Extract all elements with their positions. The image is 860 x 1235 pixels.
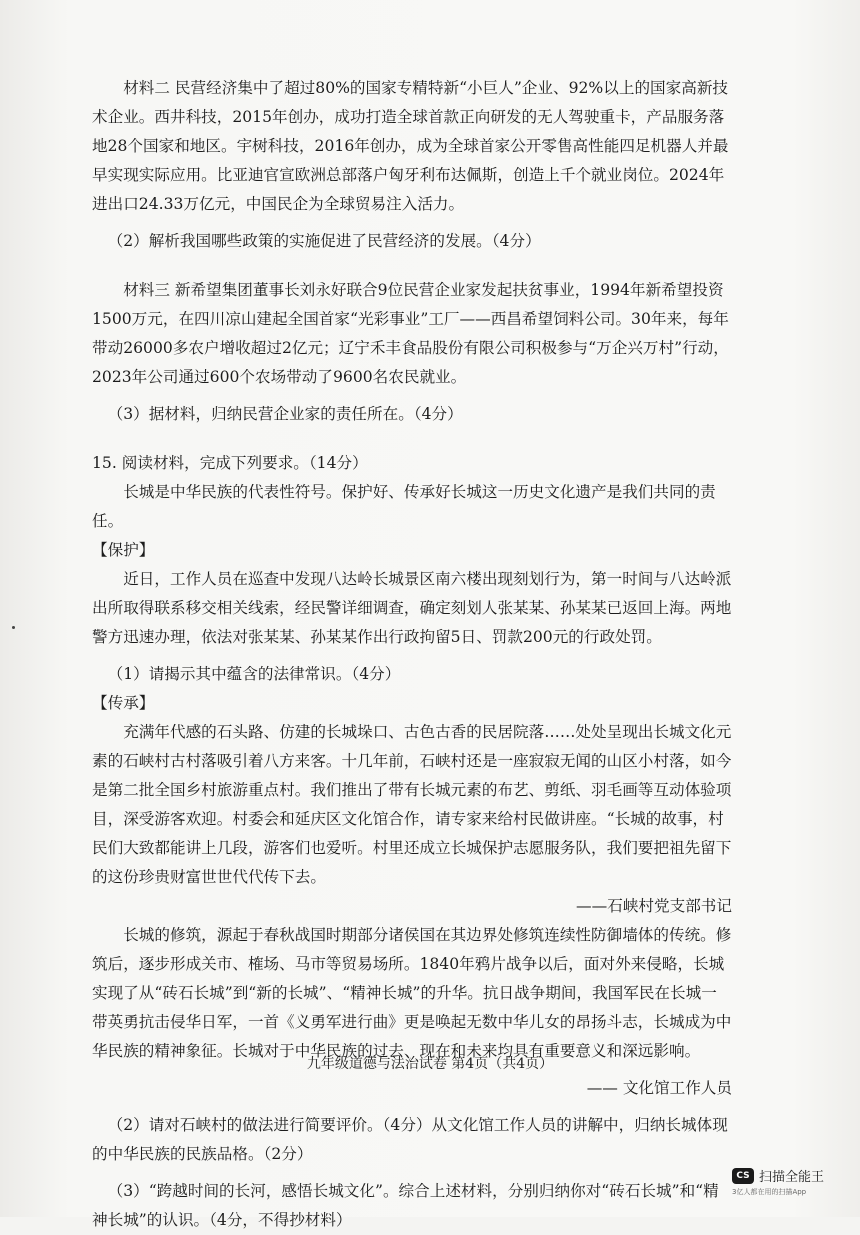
scanner-watermark — [732, 1166, 842, 1197]
scanner-brand-name: 扫描全能王 — [759, 1170, 825, 1185]
material-2-text: 材料二 民营经济集中了超过80%的国家专精特新“小巨人”企业、92%以上的国家高新技术企业。西井科技，2015年创办，成功打造全球首款正向研发的无人驾驶重卡，产品服务落地28个国家和地区。宇树科技，2016年创办，成为全球首家公开零售高性能四足机器人并最早实现实际应用。比亚迪官宣欧洲总部落户匈牙利布达佩斯，创造上千个就业岗位。2024年进出口24.33万亿元，中国民企为全球贸易注入活力。 — [92, 79, 729, 213]
question-14-3: （3）据材料，归纳民营企业家的责任所在。（4分） — [107, 405, 463, 423]
material-3-text: 材料三 新希望集团董事长刘永好联合9位民营企业家发起扶贫事业，1994年新希望投资1500万元，在四川凉山建起全国首家“光彩事业”工厂——西昌希望饲料公司。30年来，每年带动26000多农户增收超过2亿元；辽宁禾丰食品股份有限公司积极参与“万企兴万村”行动，2023年公司通过600个农场带动了9600名农民就业。 — [92, 281, 729, 386]
source-village-secretary: ——石峡村党支部书记 — [576, 897, 732, 915]
protect-text: 近日，工作人员在巡查中发现八达岭长城景区南六楼出现刻划行为，第一时间与八达岭派出所取得联系移交相关线索，经民警详细调查，确定刻划人张某某、孙某某已返回上海。两地警方迅速办理，依法对张某某、孙某某作出行政拘留5日、罚款200元的行政处罚。 — [92, 570, 732, 646]
inherit-text-great-wall: 长城的修筑，源起于春秋战国时期部分诸侯国在其边界处修筑连续性防御墙体的传统。修筑后，逐步形成关市、榷场、马市等贸易场所。1840年鸦片战争以后，面对外来侵略，长城实现了从“砖石长城”到“新的长城”、“精神长城”的升华。抗日战争期间，我国军民在长城一带英勇抗击侵华日军，一首《义勇军进行曲》更是唤起无数中华儿女的昂扬斗志，长城成为中华民族的精神象征。长城对于中华民族的过去、现在和未来均具有重要意义和深远影响。 — [92, 926, 732, 1060]
source-museum-staff: —— 文化馆工作人员 — [586, 1079, 732, 1097]
scan-speck — [12, 626, 15, 629]
question-15-3: （3）“跨越时间的长河，感悟长城文化”。综合上述材料，分别归纳你对“砖石长城”和“精神长城”的认识。（4分，不得抄材料） — [92, 1182, 719, 1229]
section-label-inherit: 【传承】 — [92, 694, 155, 712]
scanner-slogan: 3亿人都在用的扫描App — [732, 1188, 807, 1196]
question-15-2: （2）请对石峡村的做法进行简要评价。（4分）从文化馆工作人员的讲解中，归纳长城体现的中华民族的民族品格。（2分） — [92, 1116, 728, 1163]
page-footer: 九年级道德与法治试卷 第4页（共4页） — [306, 1056, 554, 1072]
question-15-heading: 15. 阅读材料，完成下列要求。（14分） — [92, 454, 368, 472]
question-15-1: （1）请揭示其中蕴含的法律常识。（4分） — [107, 665, 401, 683]
question-15-intro: 长城是中华民族的代表性符号。保护好、传承好长城这一历史文化遗产是我们共同的责任。 — [92, 483, 716, 530]
question-14-2: （2）解析我国哪些政策的实施促进了民营经济的发展。（4分） — [107, 232, 541, 250]
camscanner-logo-icon: CS — [732, 1168, 754, 1184]
inherit-text-village: 充满年代感的石头路、仿建的长城垛口、古色古香的民居院落……处处呈现出长城文化元素的石峡村古村落吸引着八方来客。十几年前，石峡村还是一座寂寂无闻的山区小村落，如今是第二批全国乡村旅游重点村。我们推出了带有长城元素的布艺、剪纸、羽毛画等互动体验项目，深受游客欢迎。村委会和延庆区文化馆合作，请专家来给村民做讲座。“长城的故事，村民们大致都能讲上几段，游客们也爱听。村里还成立长城保护志愿服务队，我们要把祖先留下的这份珍贵财富世世代代传下去。 — [92, 723, 732, 886]
section-label-protect: 【保护】 — [92, 541, 155, 559]
